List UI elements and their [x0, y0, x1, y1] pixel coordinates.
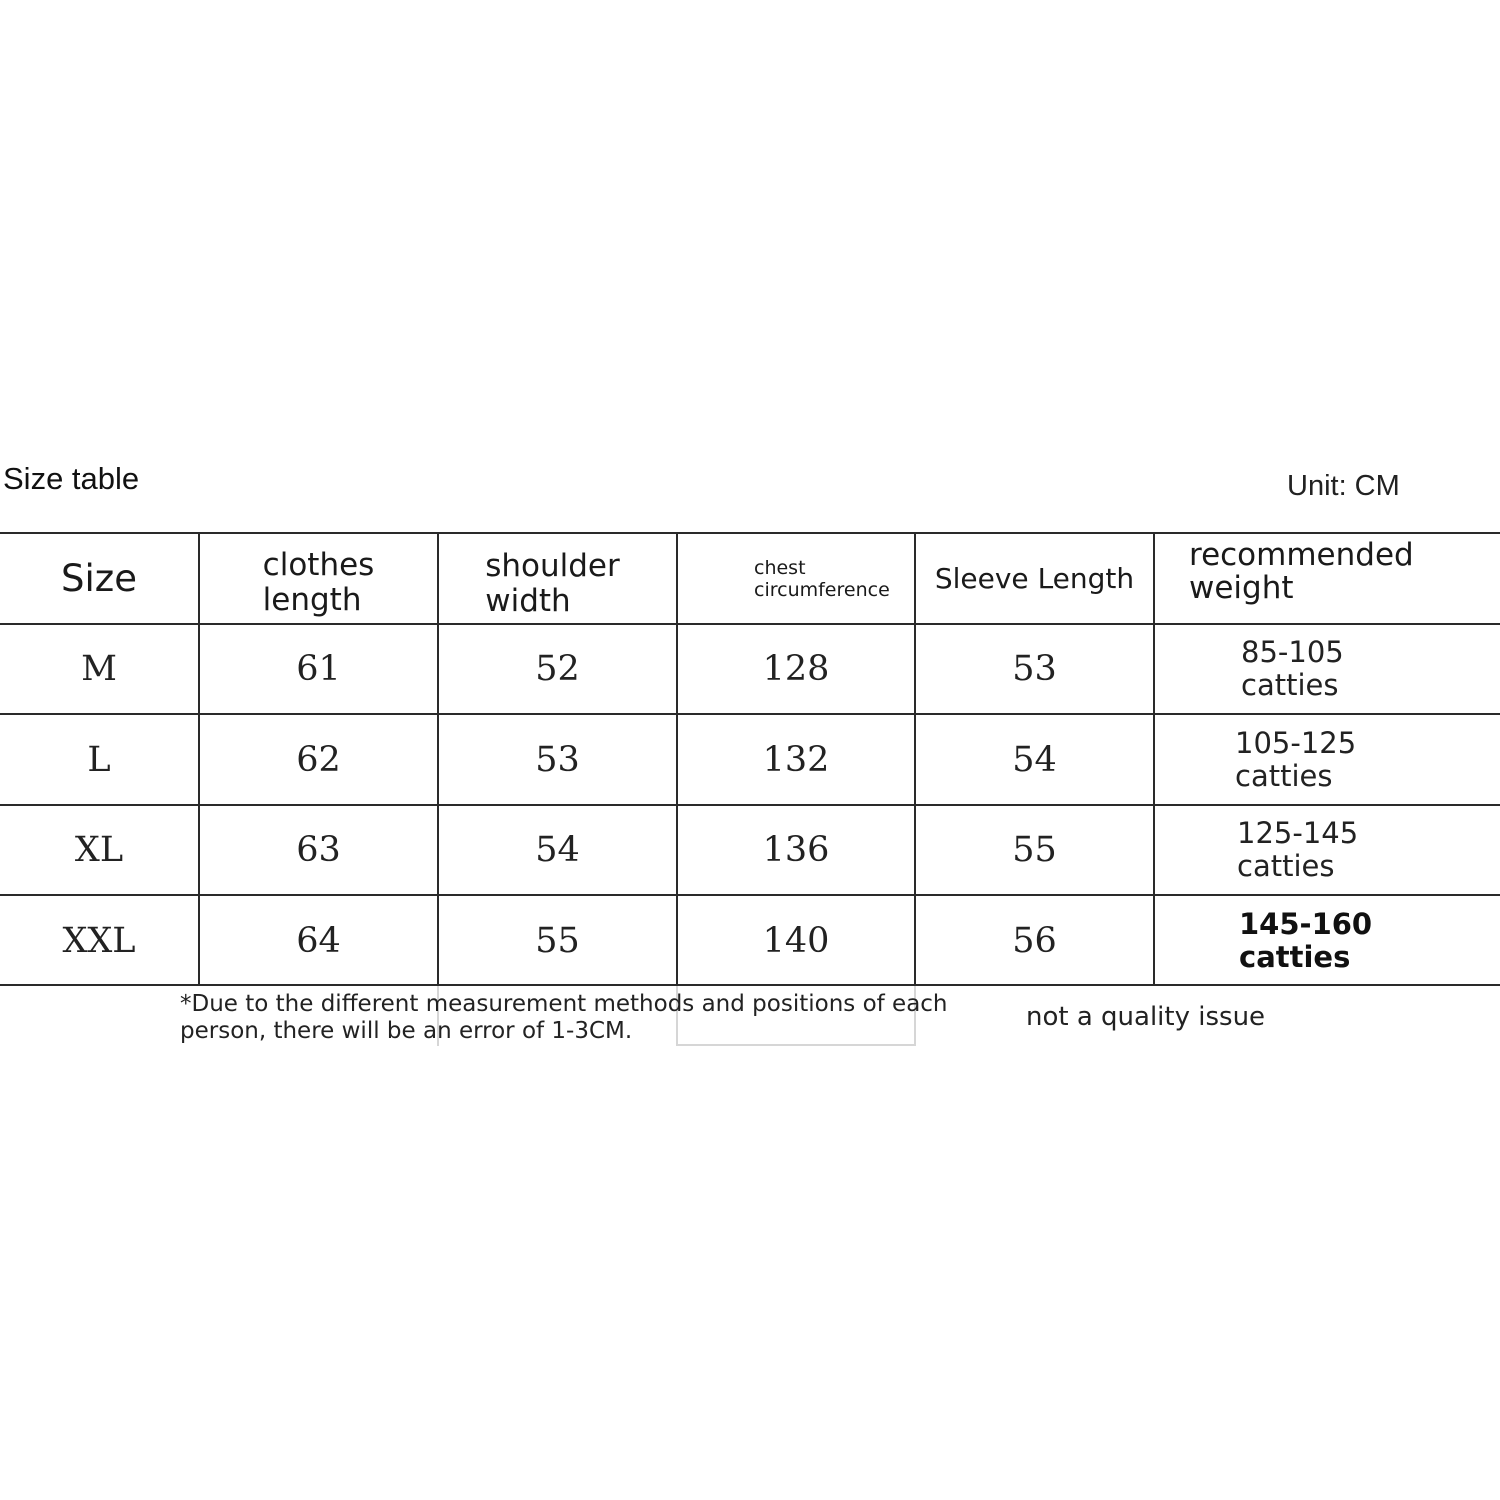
table-header-row [0, 534, 1500, 625]
header-clothes-length [198, 534, 437, 623]
header-clothes-length-line1: clothes [262, 546, 375, 583]
chest-cell: 136 [676, 806, 914, 894]
clothes-length-cell: 64 [198, 896, 437, 986]
weight-unit: catties [1241, 668, 1339, 702]
page-title: Size table [3, 461, 140, 496]
weight-range: 145-160 [1239, 907, 1373, 941]
header-shoulder-width-line1: shoulder [485, 547, 620, 584]
header-size-label: Size [61, 557, 137, 600]
weight-unit: catties [1239, 940, 1351, 974]
header-chest-circumference [676, 534, 914, 623]
note-line2: person, there will be an error of 1-3CM. [180, 1018, 633, 1044]
note-line1: *Due to the different measurement methods and positions of each [180, 991, 948, 1017]
unit-label: Unit: CM [1287, 470, 1400, 502]
weight-range: 125-145 [1237, 816, 1359, 850]
shoulder-width-cell: 55 [437, 896, 676, 986]
header-sleeve-length-label: Sleeve Length [934, 562, 1135, 595]
header-shoulder-width [437, 534, 676, 623]
header-sleeve-length [914, 534, 1153, 623]
weight-unit: catties [1235, 758, 1333, 793]
header-weight-line1: recommended [1189, 536, 1414, 573]
weight-range: 85-105 [1241, 635, 1344, 669]
clothes-length-cell: 62 [198, 715, 437, 804]
sleeve-cell: 55 [914, 806, 1153, 894]
shoulder-width-cell: 52 [437, 625, 676, 713]
chest-cell: 140 [676, 896, 914, 986]
size-cell: XL [74, 830, 124, 870]
weight-cell [1153, 806, 1500, 894]
table-row [0, 806, 1500, 896]
header-chest-line2: circumference [754, 578, 890, 601]
size-cell: XXL [62, 921, 136, 961]
header-size [0, 534, 198, 623]
table-row [0, 896, 1500, 986]
clothes-length-cell: 61 [198, 625, 437, 713]
clothes-length-cell: 63 [198, 806, 437, 894]
quality-note: not a quality issue [1026, 1002, 1266, 1032]
shoulder-width-cell: 53 [437, 715, 676, 804]
sleeve-cell: 53 [914, 625, 1153, 713]
header-clothes-length-line2: length [262, 581, 362, 618]
weight-range: 105-125 [1235, 725, 1357, 760]
shoulder-width-cell: 54 [437, 806, 676, 894]
size-cell: L [87, 739, 111, 780]
sleeve-cell: 56 [914, 896, 1153, 986]
size-cell: M [81, 649, 117, 689]
header-chest-line1: chest [754, 556, 806, 579]
weight-cell [1153, 625, 1500, 713]
weight-cell [1153, 896, 1500, 986]
header-recommended-weight [1153, 534, 1500, 623]
measurement-note [180, 991, 1020, 1045]
header-shoulder-width-line2: width [485, 582, 571, 619]
chest-cell: 128 [676, 625, 914, 713]
table-row [0, 625, 1500, 715]
weight-cell [1153, 715, 1500, 804]
weight-unit: catties [1237, 849, 1335, 883]
header-weight-line2: weight [1189, 569, 1294, 606]
size-table [0, 532, 1500, 986]
chest-cell: 132 [676, 715, 914, 804]
sleeve-cell: 54 [914, 715, 1153, 804]
table-row [0, 715, 1500, 806]
